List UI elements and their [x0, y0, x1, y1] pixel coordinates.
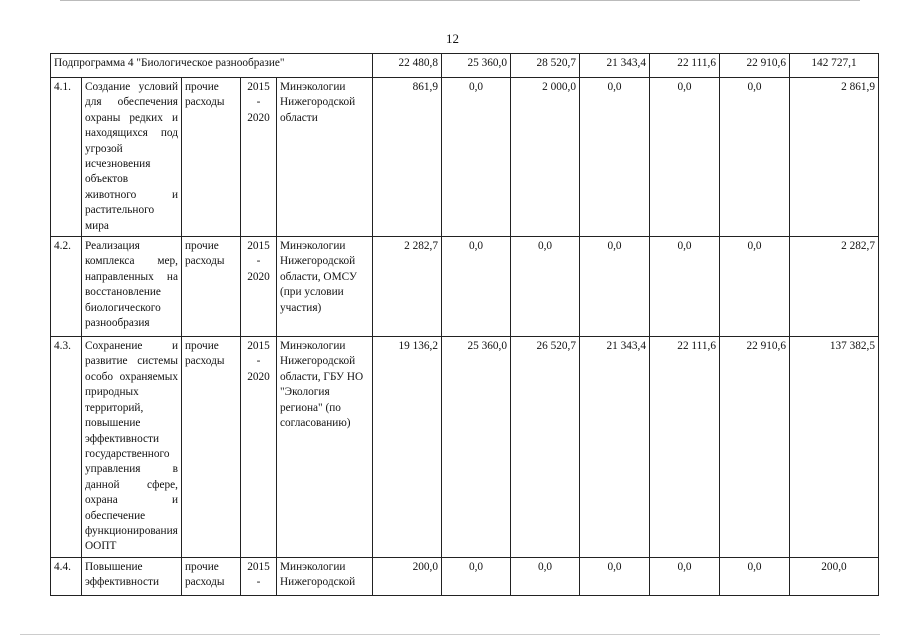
row-total: 200,0	[790, 557, 879, 595]
page-number: 12	[446, 31, 459, 46]
value-cell: 0,0	[580, 557, 650, 595]
executor: Минэкологии Нижегородской области	[277, 78, 373, 237]
table-row	[51, 78, 879, 237]
subprogram-row	[51, 54, 879, 78]
row-total: 137 382,5	[790, 337, 879, 558]
year-end: 2020	[247, 270, 270, 283]
executor: Минэкологии Нижегородской области, ГБУ НО "Экология региона" (по согласованию)	[277, 337, 373, 558]
value-cell: 26 520,7	[511, 337, 580, 558]
year-dash: -	[256, 96, 261, 109]
row-total: 2 282,7	[790, 237, 879, 337]
value-cell: 0,0	[650, 237, 720, 337]
expense-type: прочие расходы	[182, 557, 241, 595]
executor: Минэкологии Нижегородской области, ОМСУ (при условии участия)	[277, 237, 373, 337]
year-dash: -	[256, 255, 261, 268]
subprogram-value: 22 111,6	[650, 54, 720, 78]
value-cell: 861,9	[373, 78, 442, 237]
value-cell: 19 136,2	[373, 337, 442, 558]
value-cell: 0,0	[511, 557, 580, 595]
row-number: 4.3.	[51, 337, 82, 558]
subprogram-value: 21 343,4	[580, 54, 650, 78]
value-cell: 2 282,7	[373, 237, 442, 337]
value-cell: 0,0	[580, 78, 650, 237]
table-row	[51, 337, 879, 558]
value-cell: 25 360,0	[442, 337, 511, 558]
activity-name: Реализация комплекса мер, направленных на восстановление биологического разнообразия	[82, 237, 182, 337]
years	[241, 78, 277, 237]
year-dash: -	[256, 355, 261, 368]
budget-table	[50, 53, 879, 596]
value-cell: 0,0	[511, 237, 580, 337]
years	[241, 337, 277, 558]
year-end: 2020	[247, 370, 270, 383]
top-rule	[60, 0, 860, 1]
year-start: 2015	[247, 240, 270, 253]
subprogram-value: 28 520,7	[511, 54, 580, 78]
subprogram-title: Подпрограмма 4 "Биологическое разнообразие"	[51, 54, 373, 78]
year-start: 2015	[247, 81, 270, 93]
year-start: 2015	[247, 560, 270, 573]
activity-name: Повышение эффективности	[82, 557, 182, 595]
value-cell: 0,0	[720, 557, 790, 595]
value-cell: 0,0	[442, 237, 511, 337]
value-cell: 0,0	[650, 78, 720, 237]
executor: Минэкологии Нижегородской	[277, 557, 373, 595]
value-cell: 2 000,0	[511, 78, 580, 237]
year-start: 2015	[247, 340, 270, 353]
subprogram-value: 25 360,0	[442, 54, 511, 78]
row-total: 2 861,9	[790, 78, 879, 237]
value-cell: 200,0	[373, 557, 442, 595]
subprogram-total: 142 727,1	[790, 54, 879, 78]
table-row	[51, 237, 879, 337]
value-cell: 22 111,6	[650, 337, 720, 558]
expense-type: прочие расходы	[182, 337, 241, 558]
years	[241, 557, 277, 595]
expense-type: прочие расходы	[182, 78, 241, 237]
row-number: 4.1.	[51, 78, 82, 237]
value-cell: 0,0	[720, 78, 790, 237]
year-end: 2020	[247, 111, 270, 124]
value-cell: 0,0	[580, 237, 650, 337]
year-dash: -	[256, 576, 261, 589]
row-number: 4.4.	[51, 557, 82, 595]
value-cell: 0,0	[650, 557, 720, 595]
value-cell: 21 343,4	[580, 337, 650, 558]
bottom-rule	[20, 634, 880, 635]
value-cell: 0,0	[442, 78, 511, 237]
row-number: 4.2.	[51, 237, 82, 337]
subprogram-value: 22 480,8	[373, 54, 442, 78]
value-cell: 22 910,6	[720, 337, 790, 558]
value-cell: 0,0	[442, 557, 511, 595]
subprogram-value: 22 910,6	[720, 54, 790, 78]
table-row	[51, 557, 879, 595]
expense-type: прочие расходы	[182, 237, 241, 337]
activity-name: Сохранение и развитие системы особо охраняемых природных территорий, повышение эффективности государственного управления в данной сфере, охрана и обеспечение функционирования ООПТ	[82, 337, 182, 558]
years	[241, 237, 277, 337]
activity-name: Создание условий для обеспечения охраны редких и находящихся под угрозой исчезновения объектов животного и растительного мира	[82, 78, 182, 237]
value-cell: 0,0	[720, 237, 790, 337]
